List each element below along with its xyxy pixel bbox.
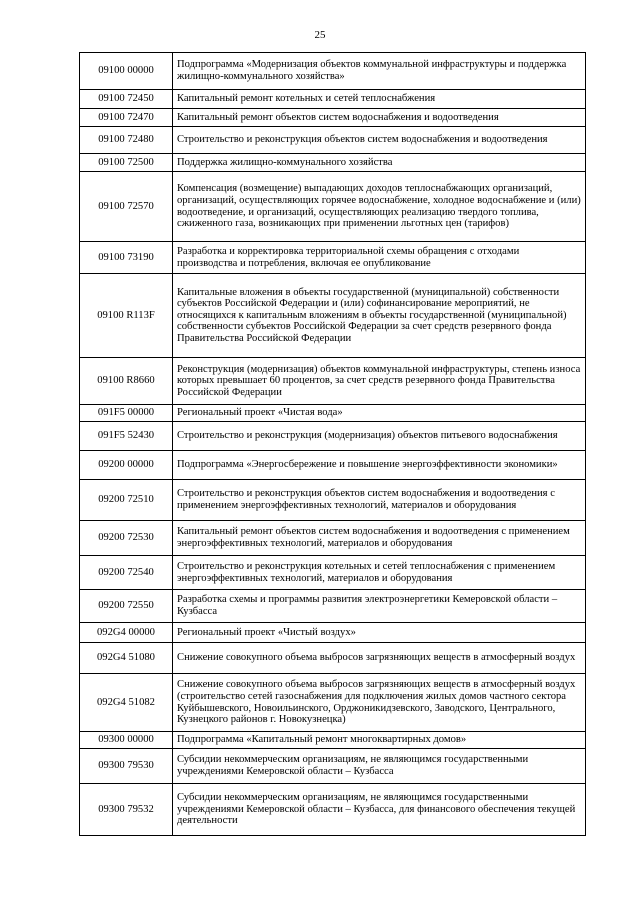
description-cell: Региональный проект «Чистый воздух» (173, 623, 586, 643)
code-cell: 09100 R8660 (80, 358, 173, 405)
table-row (80, 358, 586, 405)
table-row (80, 90, 586, 109)
table-row (80, 451, 586, 480)
description-cell: Субсидии некоммерческим организациям, не являющимся государственными учреждениями Кемеровской области – Кузбасса (173, 749, 586, 784)
table-row (80, 521, 586, 556)
description-cell: Снижение совокупного объема выбросов загрязняющих веществ в атмосферный воздух (173, 643, 586, 674)
description-cell: Поддержка жилищно-коммунального хозяйства (173, 154, 586, 172)
code-cell: 091F5 52430 (80, 422, 173, 451)
description-cell: Подпрограмма «Модернизация объектов коммунальной инфраструктуры и поддержка жилищно-коммунального хозяйства» (173, 53, 586, 90)
table-row (80, 154, 586, 172)
table-row (80, 784, 586, 836)
description-cell: Региональный проект «Чистая вода» (173, 405, 586, 422)
code-cell: 091F5 00000 (80, 405, 173, 422)
code-cell: 09100 72470 (80, 109, 173, 127)
code-cell: 09100 72480 (80, 127, 173, 154)
code-cell: 09100 R113F (80, 274, 173, 358)
page-number: 25 (314, 29, 326, 41)
description-cell: Строительство и реконструкция (модернизация) объектов питьевого водоснабжения (173, 422, 586, 451)
table-row (80, 590, 586, 623)
description-cell: Субсидии некоммерческим организациям, не являющимся государственными учреждениями Кемеровской области – Кузбасса, для финансового обеспечения текущей деятельности (173, 784, 586, 836)
code-cell: 092G4 51082 (80, 674, 173, 732)
description-cell: Реконструкция (модернизация) объектов коммунальной инфраструктуры, степень износа которых превышает 60 процентов, за счет средств резервного фонда Правительства Российской Федерации (173, 358, 586, 405)
code-cell: 09100 72570 (80, 172, 173, 242)
table-row (80, 422, 586, 451)
table-row (80, 172, 586, 242)
code-cell: 09100 72500 (80, 154, 173, 172)
table-row (80, 732, 586, 749)
table-row (80, 127, 586, 154)
description-cell: Капитальный ремонт котельных и сетей теплоснабжения (173, 90, 586, 109)
table-row (80, 674, 586, 732)
description-cell: Строительство и реконструкция объектов систем водоснабжения и водоотведения с применением энергоэффективных технологий, материалов и оборудования (173, 480, 586, 521)
description-cell: Капитальный ремонт объектов систем водоснабжения и водоотведения с применением энергоэффективных технологий, материалов и оборудования (173, 521, 586, 556)
table-row (80, 749, 586, 784)
table-row (80, 556, 586, 590)
table-row (80, 480, 586, 521)
description-cell: Подпрограмма «Капитальный ремонт многоквартирных домов» (173, 732, 586, 749)
code-cell: 09300 79530 (80, 749, 173, 784)
code-cell: 09300 79532 (80, 784, 173, 836)
description-cell: Подпрограмма «Энергосбережение и повышение энергоэффективности экономики» (173, 451, 586, 480)
budget-classification-table (79, 52, 586, 836)
code-cell: 09100 72450 (80, 90, 173, 109)
table-row (80, 53, 586, 90)
description-cell: Снижение совокупного объема выбросов загрязняющих веществ в атмосферный воздух (строительство сетей газоснабжения для подключения жилых домов частного сектора Куйбышевского, Новоильинского, Орджоникидзевского, Заводского, Центрального, Кузнецкого районов г. Новокузнецка) (173, 674, 586, 732)
description-cell: Строительство и реконструкция котельных и сетей теплоснабжения с применением энергоэффективных технологий, материалов и оборудования (173, 556, 586, 590)
description-cell: Разработка и корректировка территориальной схемы обращения с отходами производства и потребления, включая ее опубликование (173, 242, 586, 274)
code-cell: 09200 72510 (80, 480, 173, 521)
code-cell: 09200 72540 (80, 556, 173, 590)
code-cell: 09200 72550 (80, 590, 173, 623)
description-cell: Компенсация (возмещение) выпадающих доходов теплоснабжающих организаций, организаций, осуществляющих горячее водоснабжение, холодное водоснабжение и (или) водоотведение, и организаций, осуществляющих реализацию твердого топлива, сжиженного газа, возникающих при применении льготных цен (тарифов) (173, 172, 586, 242)
table-row (80, 643, 586, 674)
table-row (80, 242, 586, 274)
table-row (80, 623, 586, 643)
description-cell: Капитальный ремонт объектов систем водоснабжения и водоотведения (173, 109, 586, 127)
description-cell: Строительство и реконструкция объектов систем водоснабжения и водоотведения (173, 127, 586, 154)
code-cell: 092G4 51080 (80, 643, 173, 674)
code-cell: 09200 00000 (80, 451, 173, 480)
table-row (80, 109, 586, 127)
code-cell: 09100 73190 (80, 242, 173, 274)
code-cell: 09200 72530 (80, 521, 173, 556)
description-cell: Капитальные вложения в объекты государственной (муниципальной) собственности субъектов Российской Федерации и (или) софинансирование мероприятий, не относящихся к капитальным вложениям в объекты государственной (муниципальной) собственности субъектов Российской Федерации за счет средств резервного фонда Правительства Российской Федерации (173, 274, 586, 358)
description-cell: Разработка схемы и программы развития электроэнергетики Кемеровской области – Кузбасса (173, 590, 586, 623)
code-cell: 092G4 00000 (80, 623, 173, 643)
table-row (80, 274, 586, 358)
code-cell: 09100 00000 (80, 53, 173, 90)
table-row (80, 405, 586, 422)
code-cell: 09300 00000 (80, 732, 173, 749)
